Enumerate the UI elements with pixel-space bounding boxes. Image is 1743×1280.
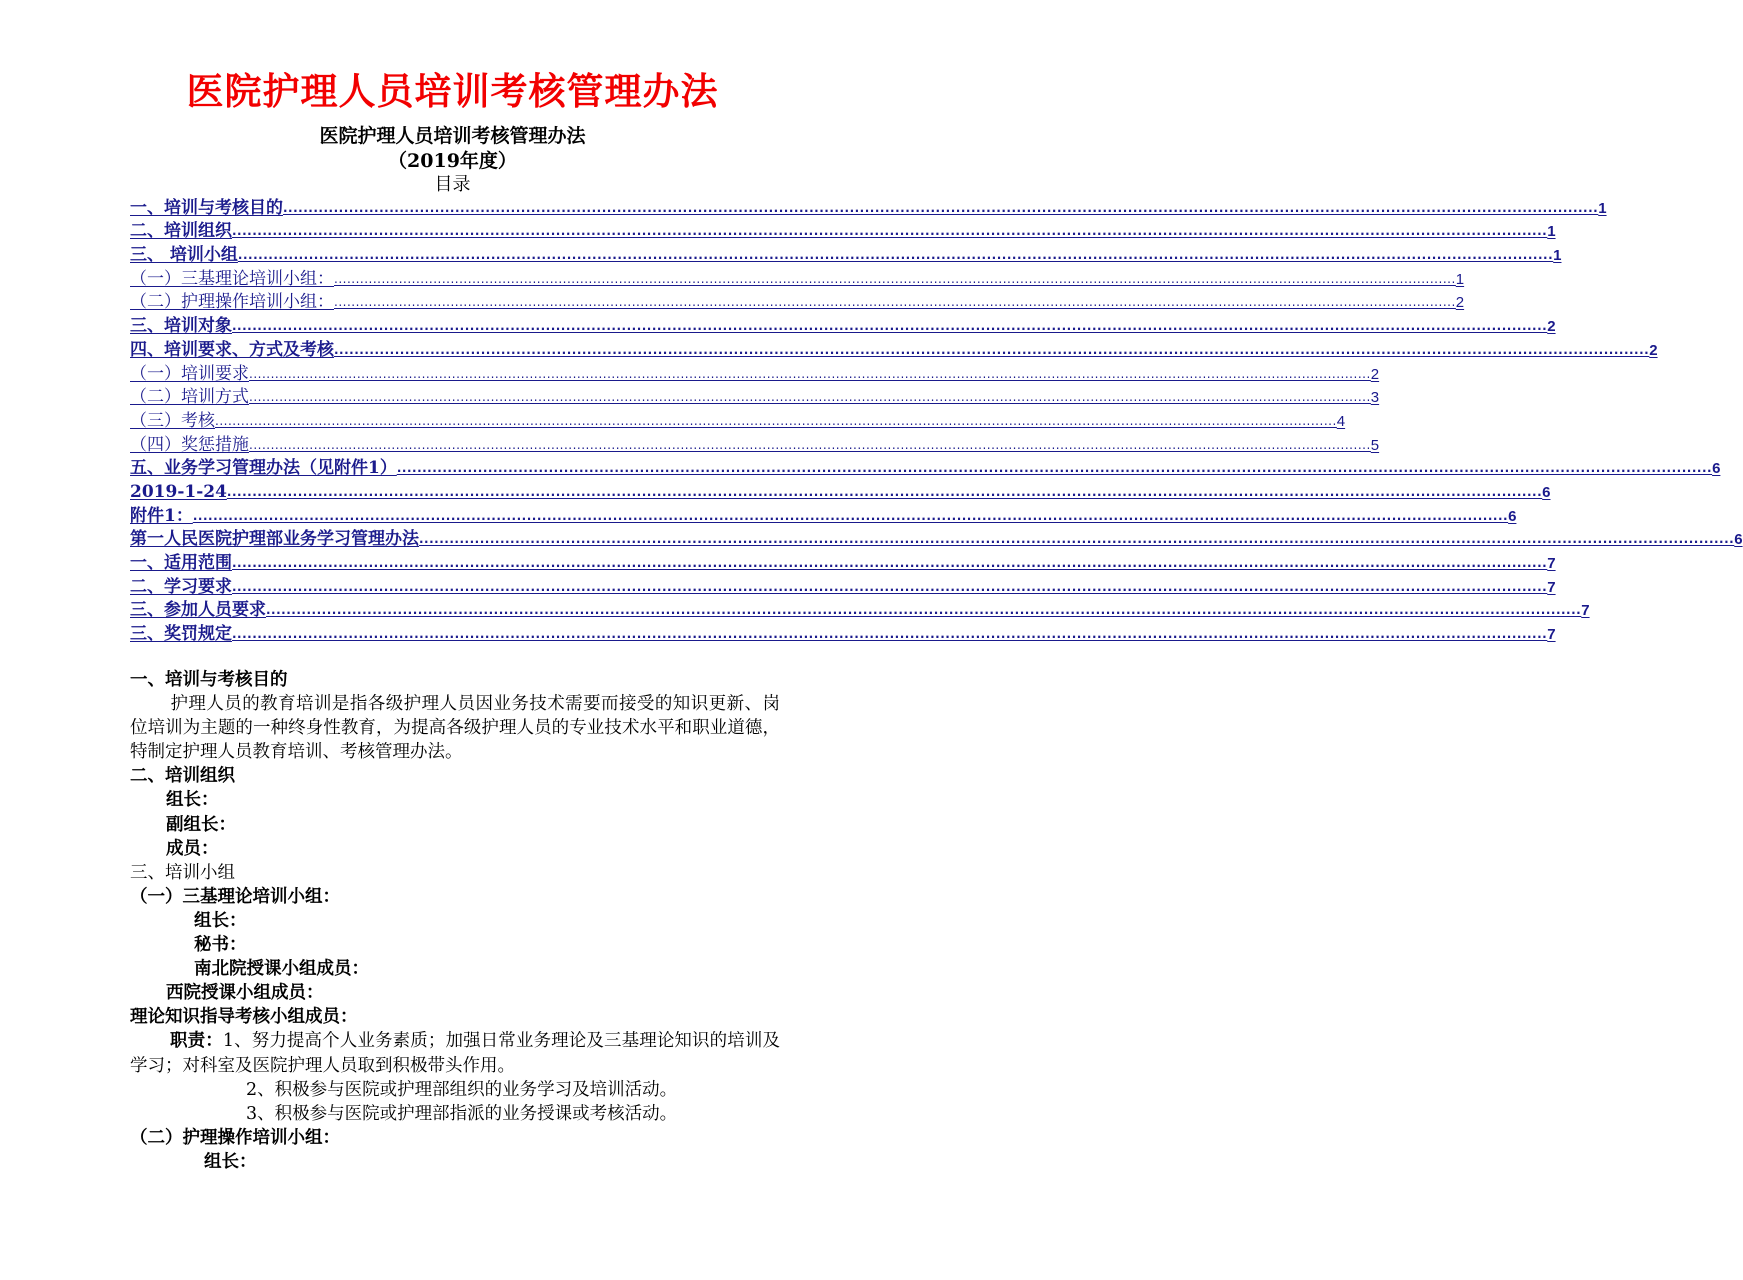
toc-page-number: 2: [1649, 341, 1658, 359]
toc-entry-title: 一、适用范围: [130, 553, 232, 573]
toc-entry[interactable]: [130, 527, 1743, 551]
paragraph-duty-1: 职责：1、努力提高个人业务素质；加强日常业务理论及三基理论知识的培训及学习；对科室及医院护理人员取到积极带头作用。: [130, 1031, 780, 1076]
toc-leader-dots: ....................................................................................................................................................................................................................................................................: [396, 461, 1713, 476]
toc-entry-title: 附件1：: [130, 505, 193, 526]
toc-page-number: 4: [1336, 412, 1346, 430]
toc-page-number: 2: [1455, 294, 1465, 312]
toc-entry-title: 第一人民医院护理部业务学习管理办法: [130, 529, 419, 550]
toc-leader-dots: ....................................................................................................................................................................................................................................................................: [232, 627, 1548, 642]
toc-entry[interactable]: [130, 456, 1721, 480]
toc-entry-title: 三、培训对象: [130, 316, 232, 337]
toc-entry-title: （四）奖惩措施: [130, 434, 249, 455]
toc-page-number: 1: [1455, 270, 1465, 288]
toc-leader-dots: ....................................................................................................................................................................................................................................................................: [334, 271, 1456, 286]
toc-entry-title: 四、培训要求、方式及考核: [130, 339, 334, 360]
toc-leader-dots: ....................................................................................................................................................................................................................................................................: [334, 295, 1456, 310]
toc-leader-dots: ....................................................................................................................................................................................................................................................................: [249, 437, 1371, 452]
toc-entry-title: （二）培训方式: [130, 387, 249, 408]
section-heading-organization: 二、培训组织: [130, 766, 235, 787]
label-group2-leader: 组长：: [204, 1151, 257, 1172]
toc-entry[interactable]: [130, 598, 1590, 622]
toc-leader-dots: ....................................................................................................................................................................................................................................................................: [249, 390, 1371, 405]
paragraph-purpose: 护理人员的教育培训是指各级护理人员因业务技术需要而接受的知识更新、岗位培训为主题的一种终身性教育，为提高各级护理人员的专业技术水平和职业道德，特制定护理人员教育培训、考核管理办法。: [130, 694, 780, 763]
subsection-heading-operation-group: （二）护理操作培训小组：: [130, 1127, 340, 1148]
paragraph-duty-2: 2、积极参与医院或护理部组织的业务学习及培训活动。: [246, 1079, 678, 1100]
section-heading-purpose: 一、培训与考核目的: [130, 670, 288, 690]
toc-entry-title: 三、奖罚规定: [130, 624, 232, 645]
toc-entry-title: 2019-1-24: [130, 481, 227, 502]
toc-page-number: 2: [1370, 365, 1380, 383]
year-label: （2019年度）: [388, 150, 517, 172]
toc-page-number: 1: [1553, 247, 1562, 265]
toc-leader-dots: ....................................................................................................................................................................................................................................................................: [215, 413, 1337, 428]
toc-entry-title: 三、参加人员要求: [130, 600, 266, 621]
toc-page-number: 6: [1734, 531, 1743, 549]
toc-page-number: 3: [1370, 389, 1380, 407]
document-body: [130, 668, 780, 1174]
toc-leader-dots: ....................................................................................................................................................................................................................................................................: [192, 508, 1509, 523]
main-title: 医院护理人员培训考核管理办法: [186, 70, 719, 113]
toc-leader-dots: ....................................................................................................................................................................................................................................................................: [249, 366, 1371, 381]
toc-entry-title: 三、 培训小组: [130, 245, 238, 266]
label-theory-guide-members: 理论知识指导考核小组成员：: [130, 1007, 358, 1028]
toc-page-number: 5: [1370, 436, 1380, 454]
toc-leader-dots: ....................................................................................................................................................................................................................................................................: [266, 603, 1582, 618]
toc-leader-dots: ....................................................................................................................................................................................................................................................................: [232, 319, 1548, 334]
toc-entry[interactable]: [130, 574, 1556, 598]
toc-page-number: 7: [1581, 602, 1590, 620]
label-west-members: 西院授课小组成员：: [166, 983, 324, 1004]
toc-entry[interactable]: [130, 361, 1380, 385]
toc-leader-dots: ....................................................................................................................................................................................................................................................................: [283, 200, 1599, 215]
label-org-leader: 组长：: [166, 790, 219, 811]
toc-leader-dots: ....................................................................................................................................................................................................................................................................: [334, 342, 1650, 357]
toc-entry[interactable]: [130, 313, 1556, 337]
toc-leader-dots: ....................................................................................................................................................................................................................................................................: [419, 532, 1735, 547]
toc-entry[interactable]: [130, 337, 1658, 361]
toc-leader-dots: ....................................................................................................................................................................................................................................................................: [237, 248, 1554, 263]
toc-entry-title: （一）培训要求: [130, 363, 249, 384]
label-group1-secretary: 秘书：: [194, 935, 247, 956]
toc-leader-dots: ....................................................................................................................................................................................................................................................................: [232, 579, 1548, 594]
toc-entry[interactable]: [130, 195, 1607, 219]
toc-entry-title: 二、学习要求: [130, 576, 232, 597]
label-org-vice-leader: 副组长：: [166, 814, 236, 835]
toc-page-number: 7: [1547, 626, 1556, 644]
table-of-contents: [130, 195, 1743, 645]
toc-entry-title: 二、培训组织: [130, 221, 232, 242]
toc-page-number: 7: [1547, 578, 1556, 596]
toc-entry[interactable]: [130, 479, 1551, 503]
section-heading-groups: 三、培训小组: [130, 862, 235, 883]
toc-entry[interactable]: [130, 408, 1346, 432]
toc-entry[interactable]: [130, 432, 1380, 456]
toc-entry[interactable]: [130, 503, 1517, 527]
toc-page-number: 7: [1547, 555, 1556, 572]
toc-entry[interactable]: [130, 266, 1465, 290]
toc-entry-title: （三）考核: [130, 410, 215, 431]
toc-page-number: 1: [1598, 199, 1607, 217]
toc-entry[interactable]: [130, 385, 1380, 409]
toc-entry-title: 一、培训与考核目的: [130, 197, 283, 218]
toc-leader-dots: ....................................................................................................................................................................................................................................................................: [232, 556, 1548, 570]
toc-entry-title: 五、业务学习管理办法（见附件1）: [130, 458, 397, 479]
subsection-heading-theory-group: （一）三基理论培训小组：: [130, 886, 340, 907]
paragraph-duty-3: 3、积极参与医院或护理部指派的业务授课或考核活动。: [246, 1103, 678, 1124]
label-org-members: 成员：: [166, 838, 219, 859]
toc-page-number: 6: [1542, 483, 1551, 501]
toc-entry-title: （一）三基理论培训小组：: [130, 268, 334, 289]
toc-entry[interactable]: [130, 242, 1562, 266]
toc-leader-dots: ....................................................................................................................................................................................................................................................................: [232, 224, 1548, 239]
toc-entry[interactable]: [130, 290, 1465, 314]
label-north-south-members: 南北院授课小组成员：: [194, 959, 369, 980]
toc-leader-dots: ....................................................................................................................................................................................................................................................................: [226, 484, 1543, 499]
toc-page-number: 2: [1547, 318, 1556, 336]
toc-entry[interactable]: [130, 621, 1556, 645]
toc-entry[interactable]: [130, 219, 1556, 243]
toc-page-number: 6: [1508, 507, 1517, 525]
toc-page-number: 1: [1547, 223, 1556, 241]
toc-entry[interactable]: [130, 550, 1556, 574]
toc-entry-title: （二）护理操作培训小组：: [130, 292, 334, 313]
toc-page-number: 6: [1712, 460, 1721, 478]
toc-heading: 目录: [434, 174, 471, 195]
sub-title: 医院护理人员培训考核管理办法: [319, 125, 586, 147]
label-group1-leader: 组长：: [194, 910, 247, 931]
